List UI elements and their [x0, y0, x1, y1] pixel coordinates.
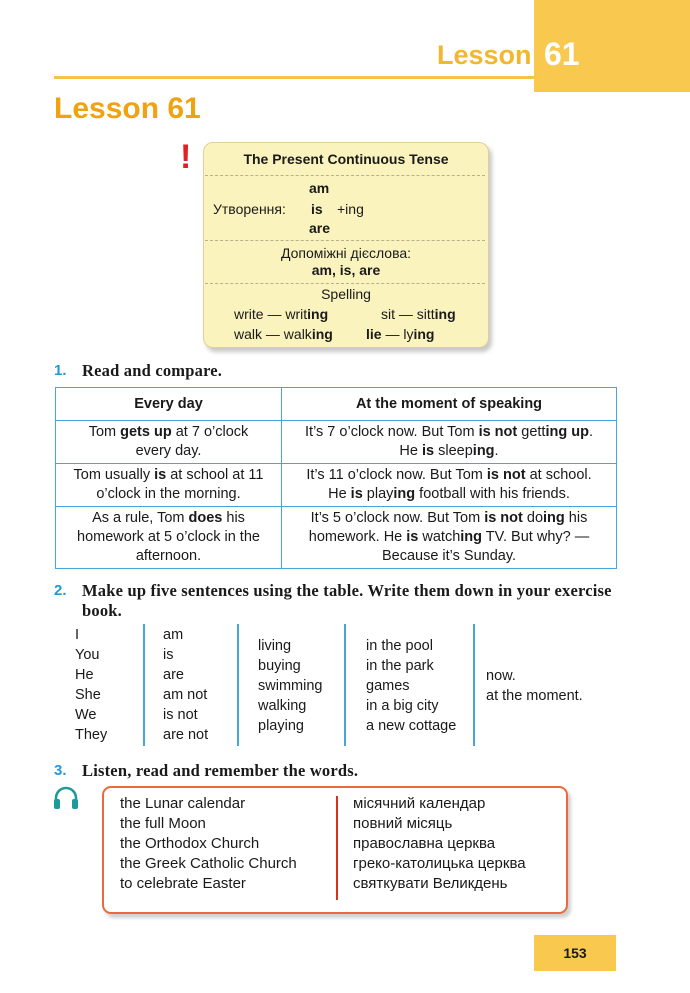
verbs-column — [258, 636, 322, 736]
headphones-icon[interactable] — [52, 786, 80, 810]
list-item: walking — [258, 698, 307, 714]
list-item: are not — [163, 727, 209, 743]
header-every-day: Every day — [56, 388, 282, 421]
list-item: is — [163, 647, 174, 663]
section-3-instruction: Listen, read and remember the words. — [82, 761, 359, 780]
list-item: They — [75, 727, 108, 743]
list-item: греко-католицька церква — [353, 855, 526, 872]
places-column — [366, 636, 456, 736]
list-item: the Greek Catholic Church — [120, 855, 297, 872]
table-row — [56, 507, 617, 569]
list-item: місячний календар — [353, 795, 486, 812]
list-item: I — [75, 627, 80, 643]
spelling-lie: lie — lying — [366, 326, 435, 342]
grammar-divider — [205, 175, 485, 176]
list-item: am not — [163, 687, 208, 703]
spelling-write: write — writing — [234, 306, 329, 322]
vocabulary-ukrainian — [353, 794, 526, 894]
formation-label: Утворення: — [213, 201, 286, 217]
list-item: She — [75, 687, 101, 703]
header-at-the-moment: At the moment of speaking — [282, 388, 617, 421]
list-item: the Orthodox Church — [120, 835, 260, 852]
list-item: buying — [258, 658, 301, 674]
exclamation-icon: ! — [180, 138, 192, 176]
list-item: the Lunar calendar — [120, 795, 246, 812]
list-item: playing — [258, 718, 304, 734]
list-item: games — [366, 678, 410, 694]
table-row — [56, 421, 617, 464]
times-column — [486, 666, 583, 706]
lesson-title: Lesson 61 — [54, 92, 201, 125]
table-cell: It’s 7 o’clock now. But Tom is not getting up. He is sleeping. — [282, 421, 617, 464]
list-item: святкувати Великдень — [353, 875, 508, 892]
form-is: is — [311, 201, 323, 217]
header-rule — [54, 76, 534, 79]
auxiliary-values: am, is, are — [311, 262, 381, 278]
list-item: a new cottage — [366, 718, 457, 734]
list-item: now. — [486, 668, 516, 684]
section-3-number: 3. — [54, 762, 67, 779]
ending-ing: +ing — [337, 201, 364, 217]
spelling-sit: sit — sitting — [381, 306, 456, 322]
spelling-label: Spelling — [321, 286, 371, 302]
table-cell: As a rule, Tom does his homework at 5 o’clock in the afternoon. — [56, 507, 282, 569]
list-item: православна церква — [353, 835, 496, 852]
header-lesson-word: Lesson — [437, 40, 532, 70]
column-divider — [344, 624, 346, 746]
list-item: living — [258, 638, 292, 654]
list-item: at the moment. — [486, 688, 583, 704]
list-item: is not — [163, 707, 198, 723]
table-cell: It’s 5 o’clock now. But Tom is not doing his homework. He is watching TV. But why? — Because it’s Sunday. — [282, 507, 617, 569]
list-item: in a big city — [366, 698, 439, 714]
column-divider — [143, 624, 145, 746]
list-item: You — [75, 647, 100, 663]
list-item: повний місяць — [353, 815, 453, 832]
list-item: in the park — [366, 658, 434, 674]
spelling-walk: walk — walking — [234, 326, 333, 342]
section-1-number: 1. — [54, 362, 67, 379]
page-number: 153 — [563, 945, 587, 961]
list-item: He — [75, 667, 94, 683]
grammar-divider — [205, 283, 485, 284]
list-item: am — [163, 627, 184, 643]
section-1-instruction: Read and compare. — [82, 361, 223, 380]
grammar-divider — [205, 240, 485, 241]
column-divider — [237, 624, 239, 746]
form-am: am — [309, 180, 330, 196]
table-cell: Tom usually is at school at 11 o’clock in the morning. — [56, 464, 282, 507]
list-item: in the pool — [366, 638, 433, 654]
list-item: are — [163, 667, 184, 683]
table-header-row — [56, 388, 617, 421]
compare-table — [55, 387, 617, 569]
subjects-column — [75, 625, 107, 745]
form-are: are — [309, 220, 331, 236]
vocabulary-english — [120, 794, 297, 894]
section-2-instruction: Make up five sentences using the table. Write them down in your exercise book. — [82, 581, 612, 620]
auxiliaries-column — [163, 625, 208, 745]
list-item: swimming — [258, 678, 323, 694]
list-item: We — [75, 707, 97, 723]
grammar-heading: The Present Continuous Tense — [243, 151, 449, 167]
table-row — [56, 464, 617, 507]
vocabulary-divider — [336, 796, 338, 900]
section-2-number: 2. — [54, 582, 67, 599]
header-lesson-number: 61 — [544, 36, 580, 72]
column-divider — [473, 624, 475, 746]
table-cell: Tom gets up at 7 o’clock every day. — [56, 421, 282, 464]
auxiliary-label: Допоміжні дієслова: — [280, 245, 412, 261]
list-item: the full Moon — [120, 815, 206, 832]
table-cell: It’s 11 o’clock now. But Tom is not at school. He is playing football with his friends. — [282, 464, 617, 507]
list-item: to celebrate Easter — [120, 875, 246, 892]
